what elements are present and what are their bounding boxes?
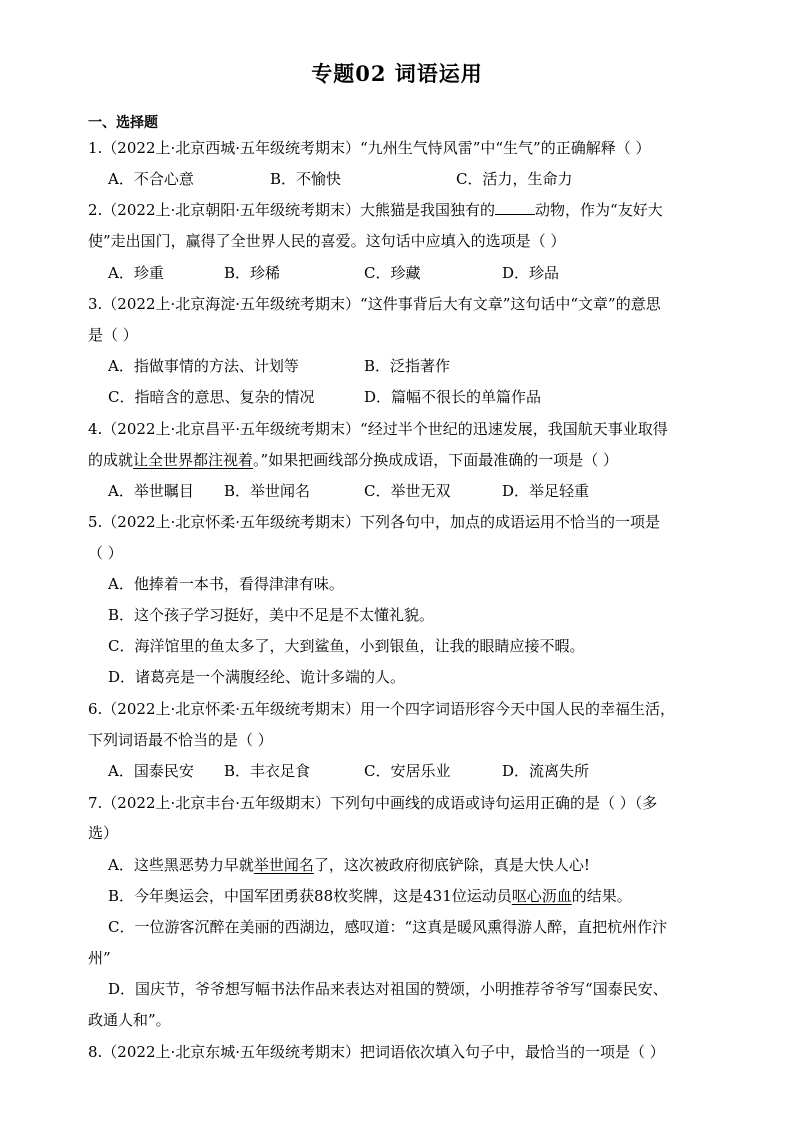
- question-5-option-a[interactable]: A．他捧着一本书，看得津津有味。: [108, 575, 344, 593]
- question-3-option-d[interactable]: D．篇幅不很长的单篇作品: [364, 388, 542, 406]
- question-1-stem: 1.（2022上·北京西城·五年级统考期末）“九州生气恃风雷”中“生气”的正确解释（ ）: [88, 139, 651, 157]
- question-3-option-b[interactable]: B．泛指著作: [364, 357, 451, 375]
- question-7-option-c[interactable]: C．一位游客沉醉在美丽的西湖边，感叹道：“这真是暖风熏得游人醉，直把杭州作汴: [108, 918, 668, 936]
- question-2-stem-post: 动物，作为“友好大: [535, 201, 663, 219]
- question-8-stem: 8.（2022上·北京东城·五年级统考期末）把词语依次填入句子中，最恰当的一项是（ ）: [88, 1043, 665, 1061]
- question-4-option-a[interactable]: A．举世瞩目: [108, 482, 194, 500]
- section-heading: 一、选择题: [88, 115, 158, 131]
- fill-blank: [495, 200, 535, 215]
- question-7-option-a-post: 了，这次被政府彻底铲除，真是大快人心!: [313, 856, 590, 874]
- question-7-stem: 7.（2022上·北京丰台·五年级期末）下列句中画线的成语或诗句运用正确的是（ ）（多: [88, 794, 658, 812]
- question-6-stem: 6.（2022上·北京怀柔·五年级统考期末）用一个四字词语形容今天中国人民的幸福生活，: [88, 700, 676, 718]
- question-4-option-d[interactable]: D．举足轻重: [502, 482, 590, 500]
- question-3-stem-continued: 是（ ）: [88, 326, 138, 344]
- question-6-stem-continued: 下列词语最不恰当的是（ ）: [88, 731, 273, 749]
- question-7-option-b[interactable]: [108, 886, 632, 906]
- question-1-option-c[interactable]: C．活力，生命力: [456, 170, 573, 188]
- question-2-stem-pre: 2.（2022上·北京朝阳·五年级统考期末）大熊猫是我国独有的: [88, 201, 496, 219]
- question-2-stem-continued: 使”走出国门，赢得了全世界人民的喜爱。这句话中应填入的选项是（ ）: [88, 232, 566, 250]
- question-3-stem: 3.（2022上·北京海淀·五年级统考期末）“这件事背后大有文章”这句话中“文章”的意思: [88, 295, 661, 313]
- question-2-stem: [88, 200, 663, 220]
- question-7-stem-continued: 选）: [88, 824, 119, 842]
- question-2-option-c[interactable]: C．珍藏: [364, 264, 421, 282]
- question-2-option-d[interactable]: D．珍品: [502, 264, 560, 282]
- question-5-option-d[interactable]: D．诸葛亮是一个满腹经纶、诡计多端的人。: [108, 668, 406, 686]
- question-7-option-b-pre: B．今年奥运会，中国军团勇获88枚奖牌，这是431位运动员: [108, 887, 512, 905]
- question-7-option-a[interactable]: [108, 855, 590, 875]
- question-4-option-c[interactable]: C．举世无双: [364, 482, 451, 500]
- question-7-option-c-continued: 州”: [88, 949, 111, 967]
- question-5-stem: 5.（2022上·北京怀柔·五年级统考期末）下列各句中，加点的成语运用不恰当的一项是: [88, 513, 661, 531]
- question-5-option-c[interactable]: C．海洋馆里的鱼太多了，大到鲨鱼，小到银鱼，让我的眼睛应接不暇。: [108, 637, 585, 655]
- question-4-stem-post: 。”如果把画线部分换成成语，下面最准确的一项是（ ）: [253, 451, 618, 469]
- question-7-option-d[interactable]: D．国庆节，爷爷想写幅书法作品来表达对祖国的赞颂，小明推荐爷爷写“国泰民安、: [108, 980, 668, 998]
- question-6-option-d[interactable]: D．流离失所: [502, 762, 590, 780]
- question-4-option-b[interactable]: B．举世闻名: [224, 482, 311, 500]
- question-2-option-a[interactable]: A．珍重: [108, 264, 164, 282]
- question-6-option-b[interactable]: B．丰衣足食: [224, 762, 311, 780]
- question-6-option-c[interactable]: C．安居乐业: [364, 762, 451, 780]
- question-4-stem-continued: [88, 450, 618, 470]
- question-1-option-a[interactable]: A．不合心意: [108, 170, 194, 188]
- question-4-stem-pre: 的成就: [88, 451, 134, 469]
- question-7-option-a-pre: A．这些黑恶势力早就: [108, 856, 254, 874]
- underlined-idiom: 举世闻名: [253, 856, 314, 874]
- question-6-option-a[interactable]: A．国泰民安: [108, 762, 194, 780]
- question-7-option-d-continued: 政通人和”。: [88, 1011, 171, 1029]
- page-title: 专题02 词语运用: [311, 61, 483, 86]
- question-4-stem: 4.（2022上·北京昌平·五年级统考期末）“经过半个世纪的迅速发展，我国航天事业取得: [88, 420, 668, 438]
- question-3-option-c[interactable]: C．指暗含的意思、复杂的情况: [108, 388, 315, 406]
- underlined-phrase: 让全世界都注视着: [133, 451, 254, 469]
- question-3-option-a[interactable]: A．指做事情的方法、计划等: [108, 357, 299, 375]
- question-2-option-b[interactable]: B．珍稀: [224, 264, 281, 282]
- question-5-option-b[interactable]: B．这个孩子学习挺好，美中不足是不太懂礼貌。: [108, 606, 435, 624]
- question-1-option-b[interactable]: B．不愉快: [270, 170, 342, 188]
- question-5-stem-continued: （ ）: [88, 544, 123, 562]
- underlined-idiom: 呕心沥血: [511, 887, 572, 905]
- question-7-option-b-post: 的结果。: [571, 887, 632, 905]
